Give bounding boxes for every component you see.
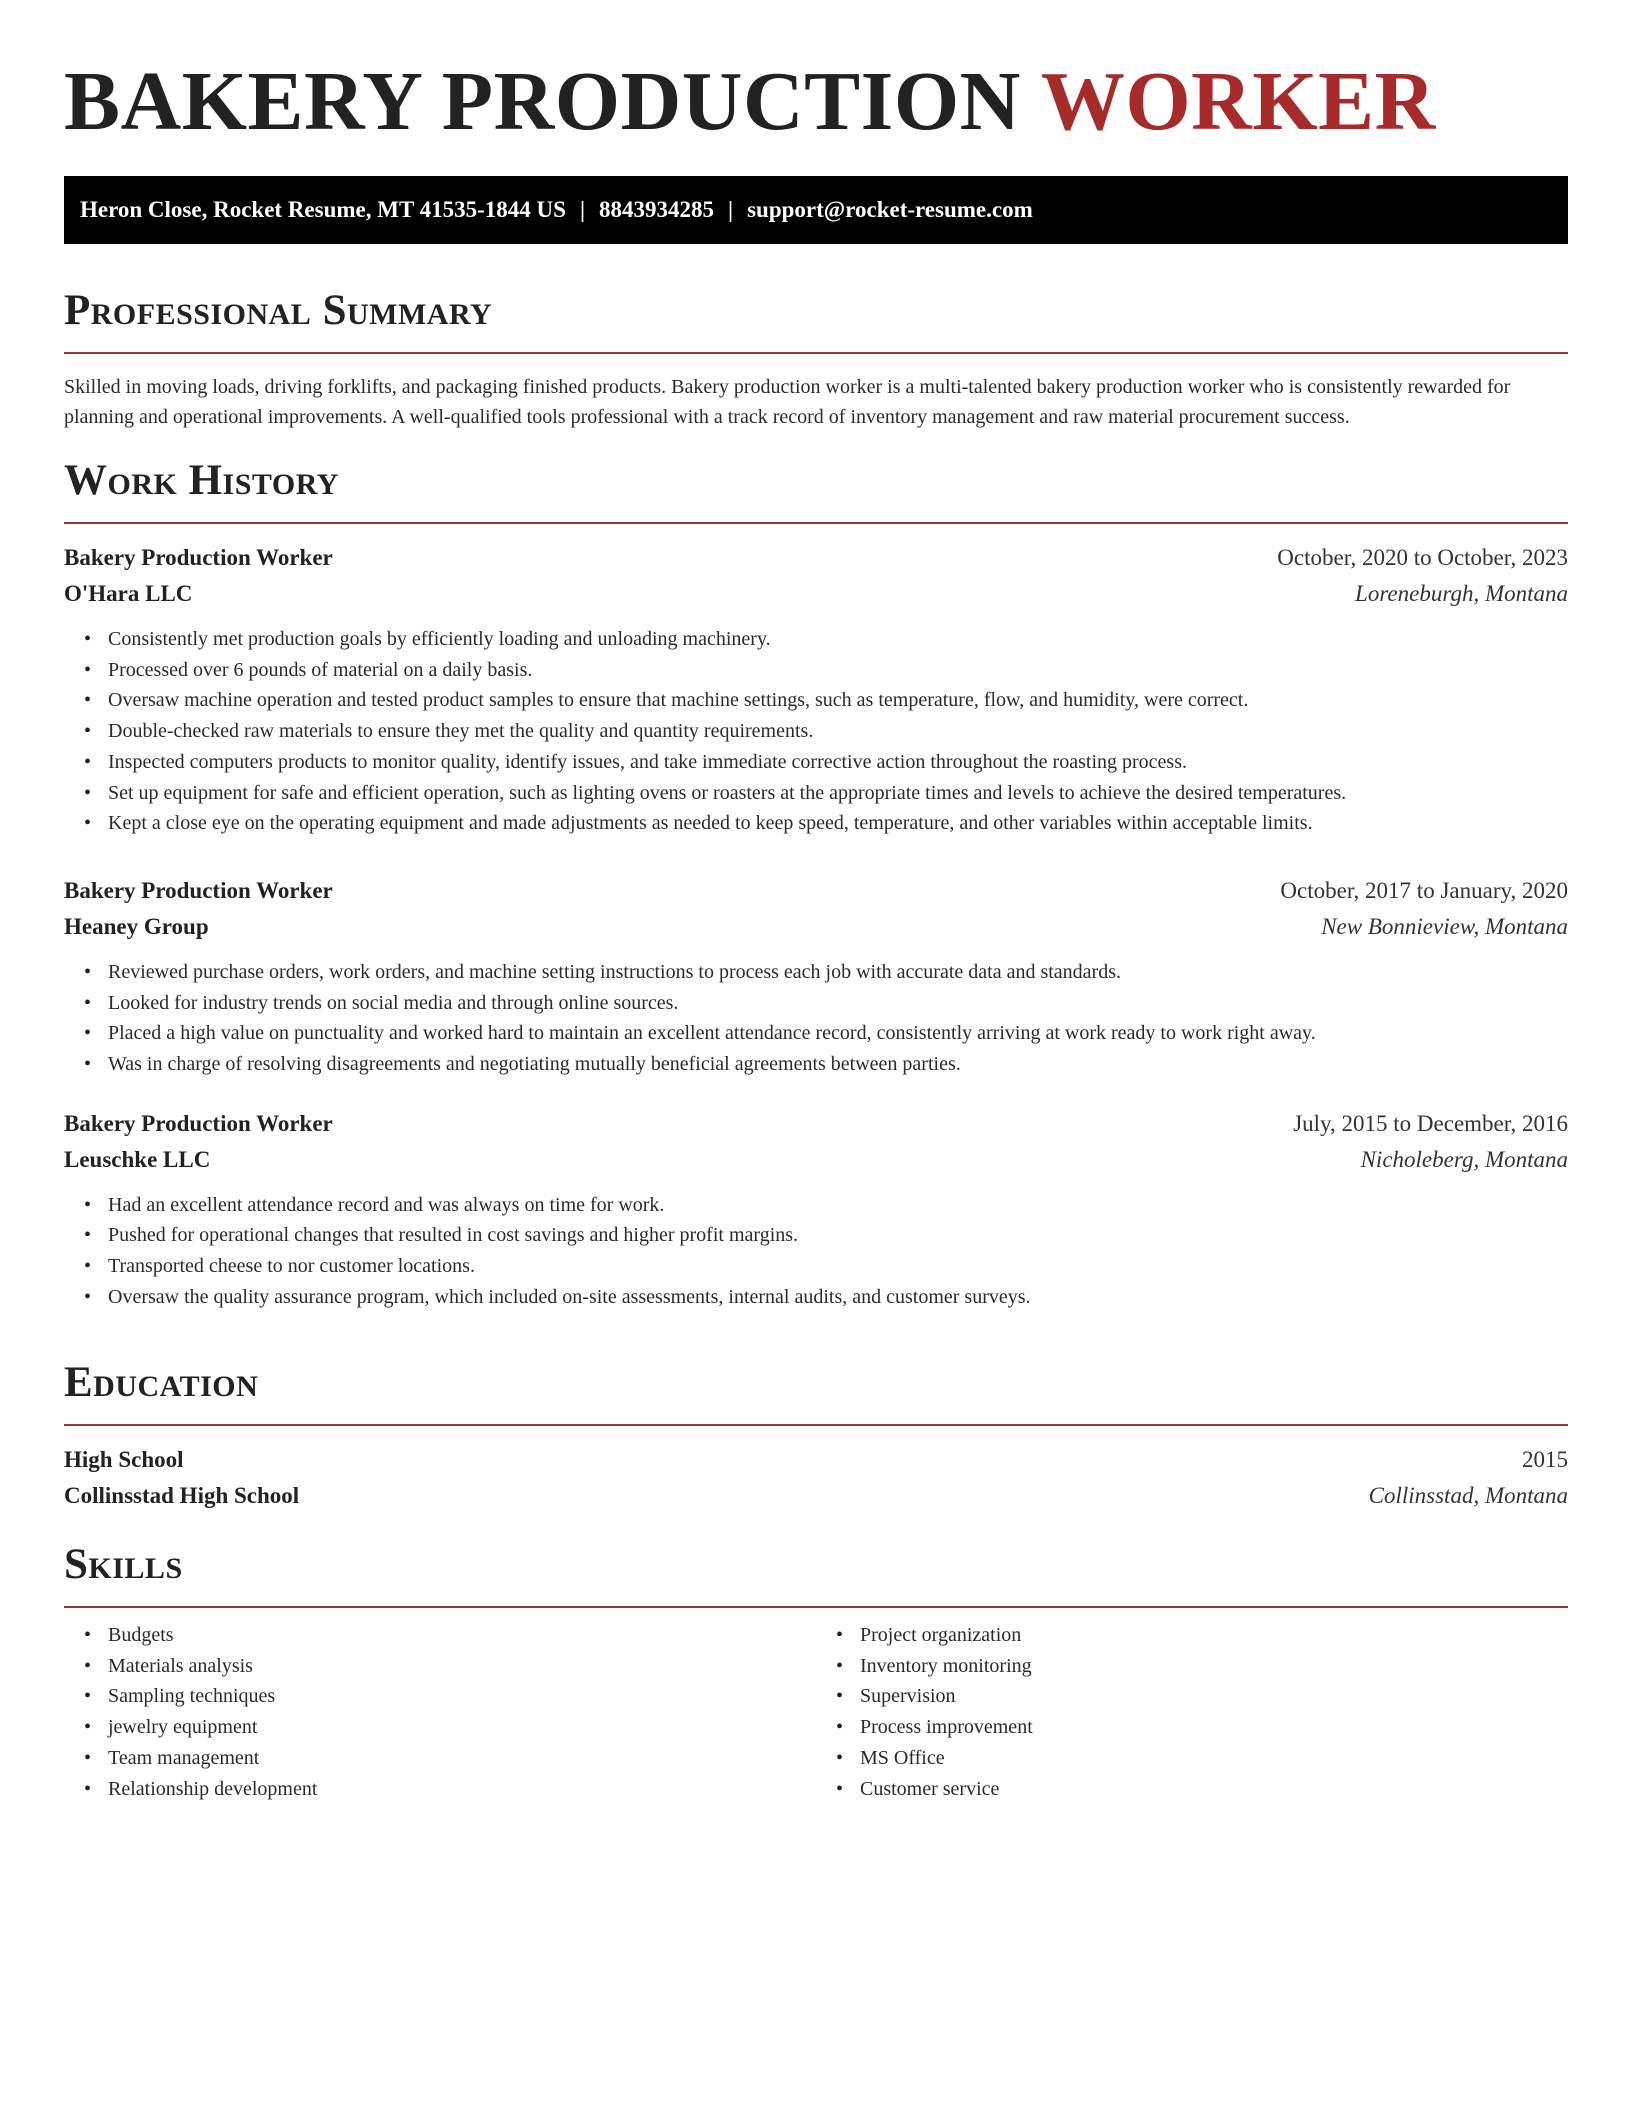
job-dates: July, 2015 to December, 2016 — [1293, 1110, 1568, 1136]
job-company: Leuschke LLC — [64, 1146, 211, 1172]
skill-item: • Process improvement — [860, 1712, 1568, 1743]
skill-item: • Team management — [108, 1743, 816, 1774]
skill-item: • jewelry equipment — [108, 1712, 816, 1743]
contact-email: support@rocket-resume.com — [747, 197, 1033, 222]
education-entry — [64, 1442, 1568, 1514]
summary-divider — [64, 352, 1568, 354]
job-bullet: • Oversaw machine operation and tested product samples to ensure that machine settings, such as temperature, flow, and humidity, were correct. — [108, 685, 1568, 716]
job-bullet: • Processed over 6 pounds of material on a daily basis. — [108, 655, 1568, 686]
skill-item: • Budgets — [108, 1620, 816, 1651]
summary-text: Skilled in moving loads, driving forklifts, and packaging finished products. Bakery production worker is a multi-talented bakery production worker who is consistently rewarded for planning and operational improvements. A well-qualified tools professional with a track record of inventory management and raw material procurement success. — [64, 376, 1511, 428]
skill-item: • Inventory monitoring — [860, 1651, 1568, 1682]
job-bullets — [64, 624, 1568, 839]
work-history-heading: Work History — [64, 457, 339, 504]
skills-section — [64, 1540, 1568, 1804]
resume-name — [64, 0, 1568, 176]
skill-item: • Customer service — [860, 1774, 1568, 1805]
job-company-row — [64, 909, 1568, 945]
contact-address: Heron Close, Rocket Resume, MT 41535-1844 US — [80, 197, 566, 222]
job-bullet: • Transported cheese to nor customer locations. — [108, 1251, 1568, 1282]
education-header-row — [64, 1442, 1568, 1478]
job-dates: October, 2020 to October, 2023 — [1277, 545, 1568, 570]
job-location: New Bonnieview, Montana — [1321, 913, 1568, 939]
job-bullet: • Reviewed purchase orders, work orders, and machine setting instructions to process each job with accurate data and standards. — [108, 957, 1568, 988]
job-entry — [64, 873, 1568, 1080]
skill-item: • Materials analysis — [108, 1651, 816, 1682]
job-title: Bakery Production Worker — [64, 545, 333, 570]
job-bullet: • Looked for industry trends on social media and through online sources. — [108, 988, 1568, 1019]
skills-list-right — [816, 1620, 1568, 1804]
skill-item: • Relationship development — [108, 1774, 816, 1805]
job-company-row — [64, 1142, 1568, 1178]
skill-item: • Project organization — [860, 1620, 1568, 1651]
job-bullet: • Set up equipment for safe and efficient operation, such as lighting ovens or roasters at the appropriate times and levels to achieve the desired temperatures. — [108, 778, 1568, 809]
job-header-row — [64, 1106, 1568, 1142]
resume-content — [64, 0, 1568, 1800]
job-company: Heaney Group — [64, 913, 209, 939]
contact-separator: | — [579, 197, 586, 222]
education-location: Collinsstad, Montana — [1368, 1483, 1568, 1508]
name-last: WORKER — [1040, 55, 1436, 148]
job-company-row — [64, 576, 1568, 612]
skills-divider — [64, 1606, 1568, 1608]
education-section — [64, 1358, 1568, 1514]
skill-item: • Supervision — [860, 1681, 1568, 1712]
job-bullet: • Was in charge of resolving disagreements and negotiating mutually beneficial agreements between parties. — [108, 1049, 1568, 1080]
job-bullets — [64, 1190, 1568, 1313]
contact-bar — [64, 176, 1568, 244]
education-school-row — [64, 1478, 1568, 1514]
job-entry — [64, 1106, 1568, 1313]
education-divider — [64, 1424, 1568, 1426]
education-degree: High School — [64, 1447, 184, 1472]
job-dates: October, 2017 to January, 2020 — [1280, 877, 1568, 903]
summary-section — [64, 286, 1568, 432]
job-header-row — [64, 873, 1568, 909]
summary-heading: Professional Summary — [64, 287, 493, 334]
job-bullet: • Pushed for operational changes that resulted in cost savings and higher profit margins. — [108, 1220, 1568, 1251]
job-bullets — [64, 957, 1568, 1080]
job-location: Nicholeberg, Montana — [1360, 1146, 1568, 1172]
job-bullet: • Oversaw the quality assurance program, which included on-site assessments, internal audits, and customer surveys. — [108, 1282, 1568, 1313]
job-entry — [64, 540, 1568, 839]
contact-separator: | — [728, 197, 734, 222]
job-bullet: • Placed a high value on punctuality and worked hard to maintain an excellent attendance record, consistently arriving at work ready to work right away. — [108, 1018, 1568, 1049]
job-bullet: • Inspected computers products to monitor quality, identify issues, and take immediate corrective action throughout the roasting process. — [108, 747, 1568, 778]
education-year: 2015 — [1522, 1447, 1568, 1472]
work-history-section — [64, 456, 1568, 1313]
skills-grid — [64, 1620, 1568, 1804]
skills-list-left — [64, 1620, 816, 1804]
job-company: O'Hara LLC — [64, 581, 193, 606]
skills-heading: Skills — [64, 1541, 183, 1588]
skill-item: • MS Office — [860, 1743, 1568, 1774]
job-location: Loreneburgh, Montana — [1355, 581, 1568, 606]
job-bullet: • Kept a close eye on the operating equipment and made adjustments as needed to keep speed, temperature, and other variables within acceptable limits. — [108, 808, 1568, 839]
skill-item: • Sampling techniques — [108, 1681, 816, 1712]
job-bullet: • Double-checked raw materials to ensure they met the quality and quantity requirements. — [108, 716, 1568, 747]
work-history-divider — [64, 522, 1568, 524]
job-bullet: • Consistently met production goals by efficiently loading and unloading machinery. — [108, 624, 1568, 655]
education-heading: Education — [64, 1359, 259, 1406]
education-school: Collinsstad High School — [64, 1483, 300, 1508]
job-title: Bakery Production Worker — [64, 877, 333, 903]
job-header-row — [64, 540, 1568, 576]
job-title: Bakery Production Worker — [64, 1110, 333, 1136]
contact-phone: 8843934285 — [599, 197, 715, 222]
name-first: BAKERY PRODUCTION — [64, 55, 1021, 148]
job-bullet: • Had an excellent attendance record and was always on time for work. — [108, 1190, 1568, 1221]
